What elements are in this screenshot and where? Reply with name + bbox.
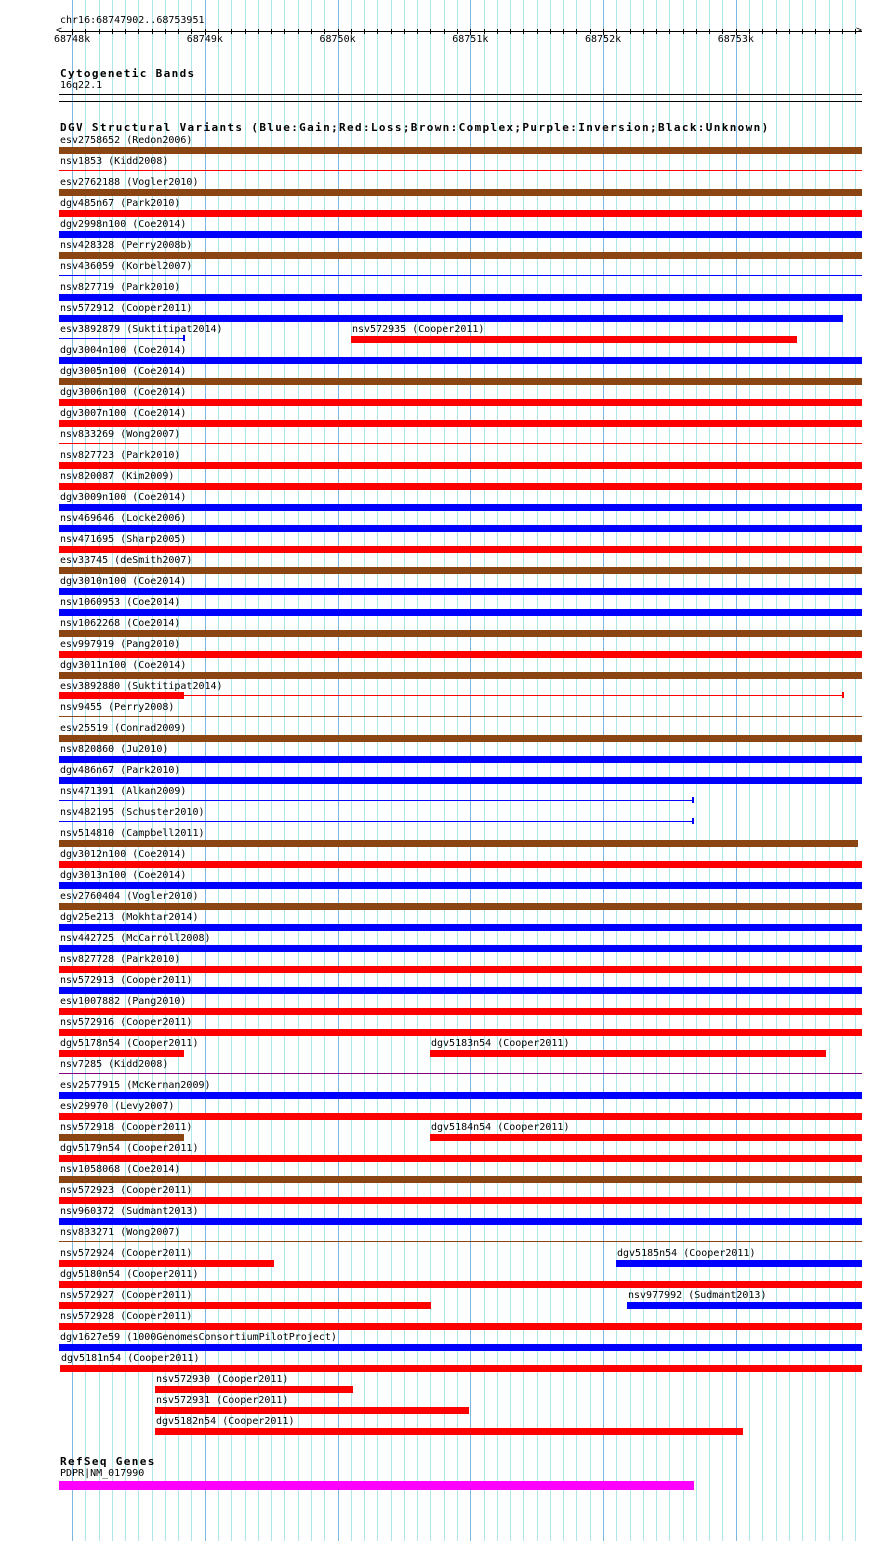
variant-label[interactable]: dgv486n67 (Park2010) (60, 765, 181, 776)
ruler-tick (178, 29, 179, 34)
ruler-tick (563, 29, 564, 34)
ruler-tick (231, 29, 232, 34)
variant-bar[interactable] (59, 546, 862, 553)
variant-label[interactable]: nsv1853 (Kidd2008) (60, 156, 169, 167)
variant-label[interactable]: dgv3009n100 (Coe2014) (60, 492, 187, 503)
variant-bar[interactable] (155, 1428, 743, 1435)
variant-label[interactable]: nsv820087 (Kim2009) (60, 471, 175, 482)
variant-line[interactable] (59, 1073, 862, 1074)
variant-bar[interactable] (59, 504, 862, 511)
ruler-arrow-right-icon: > (856, 25, 863, 36)
variant-label[interactable]: esv2762188 (Vogler2010) (60, 177, 199, 188)
variant-bar[interactable] (59, 1008, 862, 1015)
variant-label[interactable]: dgv3007n100 (Coe2014) (60, 408, 187, 419)
variant-bar[interactable] (59, 378, 862, 385)
ruler-tick (430, 29, 431, 34)
ruler-tick (696, 29, 697, 34)
variant-label[interactable]: nsv7285 (Kidd2008) (60, 1059, 169, 1070)
ruler-tick (165, 29, 166, 34)
variant-label[interactable]: nsv572913 (Cooper2011) (60, 975, 193, 986)
variant-label[interactable]: nsv471695 (Sharp2005) (60, 534, 187, 545)
ruler-tick-label: 68753k (717, 34, 754, 45)
location-label: chr16:68747902..68753951 (60, 15, 205, 26)
variant-end-tick (692, 818, 694, 824)
variant-bar[interactable] (60, 1365, 862, 1372)
variant-label[interactable]: nsv820860 (Ju2010) (60, 744, 169, 755)
ruler-tick-label: 68752k (585, 34, 622, 45)
variant-label[interactable]: dgv5178n54 (Cooper2011) (60, 1038, 199, 1049)
variant-label[interactable]: dgv25e213 (Mokhtar2014) (60, 912, 199, 923)
ruler-tick (298, 29, 299, 34)
variant-bar[interactable] (59, 630, 862, 637)
variant-bar[interactable] (430, 1134, 862, 1141)
variant-label[interactable]: nsv436059 (Korbel2007) (60, 261, 193, 272)
ruler-tick (444, 29, 445, 34)
ruler-tick (258, 29, 259, 34)
variant-bar[interactable] (59, 735, 862, 742)
ruler-tick (245, 29, 246, 34)
variant-label[interactable]: dgv5185n54 (Cooper2011) (617, 1248, 756, 1259)
variant-label[interactable]: dgv3012n100 (Coe2014) (60, 849, 187, 860)
ruler-tick (683, 29, 684, 34)
ruler-tick (669, 29, 670, 34)
variant-bar[interactable] (59, 420, 862, 427)
ruler-tick (709, 29, 710, 34)
variant-label[interactable]: nsv827723 (Park2010) (60, 450, 181, 461)
variant-label[interactable]: esv29970 (Levy2007) (60, 1101, 175, 1112)
variant-label[interactable]: dgv5183n54 (Cooper2011) (431, 1038, 570, 1049)
ruler-tick (802, 29, 803, 34)
variant-label[interactable]: esv2760404 (Vogler2010) (60, 891, 199, 902)
variant-line[interactable] (59, 170, 862, 171)
variant-line[interactable] (59, 800, 693, 801)
variant-bar[interactable] (59, 966, 862, 973)
variant-label[interactable]: dgv5182n54 (Cooper2011) (156, 1416, 295, 1427)
ruler-tick (311, 29, 312, 34)
variant-label[interactable]: nsv428328 (Perry2008b) (60, 240, 193, 251)
ruler-tick (510, 29, 511, 34)
variant-bar[interactable] (59, 672, 862, 679)
variant-bar[interactable] (59, 1218, 862, 1225)
ruler-tick (404, 29, 405, 34)
variant-line[interactable] (59, 1241, 862, 1242)
variant-bar[interactable] (59, 1302, 431, 1309)
variant-bar[interactable] (59, 861, 862, 868)
ruler-tick (523, 29, 524, 34)
variant-bar[interactable] (59, 588, 862, 595)
variant-label[interactable]: nsv572927 (Cooper2011) (60, 1290, 193, 1301)
variant-label[interactable]: nsv9455 (Perry2008) (60, 702, 175, 713)
variant-label[interactable]: dgv5184n54 (Cooper2011) (431, 1122, 570, 1133)
ruler-tick (643, 29, 644, 34)
ruler-tick (776, 29, 777, 34)
ruler-tick-label: 68749k (186, 34, 223, 45)
ruler-tick (125, 29, 126, 34)
variant-label[interactable]: nsv572935 (Cooper2011) (352, 324, 485, 335)
ruler-tick-label: 68751k (452, 34, 489, 45)
variant-bar[interactable] (59, 903, 862, 910)
variant-label[interactable]: nsv482195 (Schuster2010) (60, 807, 205, 818)
variant-bar[interactable] (59, 567, 862, 574)
variant-label[interactable]: esv1007882 (Pang2010) (60, 996, 187, 1007)
variant-label[interactable]: nsv833269 (Wong2007) (60, 429, 181, 440)
variant-label[interactable]: nsv827728 (Park2010) (60, 954, 181, 965)
variant-line[interactable] (59, 443, 862, 444)
ruler-tick (284, 29, 285, 34)
ruler-tick (829, 29, 830, 34)
variant-label[interactable]: dgv3011n100 (Coe2014) (60, 660, 187, 671)
variant-bar[interactable] (59, 1176, 862, 1183)
variant-label[interactable]: nsv572912 (Cooper2011) (60, 303, 193, 314)
variant-bar[interactable] (59, 399, 862, 406)
variant-label[interactable]: esv2577915 (McKernan2009) (60, 1080, 211, 1091)
variant-label[interactable]: dgv5179n54 (Cooper2011) (60, 1143, 199, 1154)
ruler-tick (576, 29, 577, 34)
cytoband-line-top (59, 94, 862, 95)
variant-label[interactable]: nsv572930 (Cooper2011) (156, 1374, 289, 1385)
variant-label[interactable]: esv3892879 (Suktitipat2014) (60, 324, 223, 335)
variant-label[interactable]: dgv3010n100 (Coe2014) (60, 576, 187, 587)
variant-bar[interactable] (59, 1281, 862, 1288)
variant-bar[interactable] (59, 294, 862, 301)
variant-label[interactable]: nsv572928 (Cooper2011) (60, 1311, 193, 1322)
variant-bar[interactable] (59, 1260, 274, 1267)
variant-bar[interactable] (59, 840, 858, 847)
variant-bar[interactable] (59, 987, 862, 994)
ruler-tick (377, 29, 378, 34)
gene-bar[interactable] (59, 1481, 694, 1490)
variant-label[interactable]: nsv1062268 (Coe2014) (60, 618, 181, 629)
variant-label[interactable]: nsv442725 (McCarroll2008) (60, 933, 211, 944)
variant-label[interactable]: dgv3013n100 (Coe2014) (60, 870, 187, 881)
variant-label[interactable]: nsv514810 (Campbell2011) (60, 828, 205, 839)
ruler-tick (656, 29, 657, 34)
variant-label[interactable]: esv33745 (deSmith2007) (60, 555, 193, 566)
variant-label[interactable]: dgv5181n54 (Cooper2011) (61, 1353, 200, 1364)
variant-end-tick (692, 797, 694, 803)
variant-label[interactable]: dgv485n67 (Park2010) (60, 198, 181, 209)
variant-bar[interactable] (59, 252, 862, 259)
variant-label[interactable]: dgv3005n100 (Coe2014) (60, 366, 187, 377)
variant-bar[interactable] (59, 756, 862, 763)
variant-bar[interactable] (59, 462, 862, 469)
variant-bar[interactable] (616, 1260, 862, 1267)
variant-bar[interactable] (59, 609, 862, 616)
variant-label[interactable]: esv997919 (Pang2010) (60, 639, 181, 650)
variant-label[interactable]: nsv960372 (Sudmant2013) (60, 1206, 199, 1217)
ruler-tick (152, 29, 153, 34)
ruler-axis (59, 31, 862, 32)
variant-label[interactable]: nsv833271 (Wong2007) (60, 1227, 181, 1238)
variant-bar[interactable] (59, 1344, 862, 1351)
variant-bar[interactable] (59, 1134, 184, 1141)
variant-bar[interactable] (59, 1029, 862, 1036)
variant-label[interactable]: dgv3004n100 (Coe2014) (60, 345, 187, 356)
variant-bar[interactable] (59, 1155, 862, 1162)
ruler-tick (537, 29, 538, 34)
ruler-tick (138, 29, 139, 34)
ruler-tick (112, 29, 113, 34)
variant-bar[interactable] (59, 945, 862, 952)
variant-bar[interactable] (59, 1050, 184, 1057)
ruler-tick (99, 29, 100, 34)
variant-line[interactable] (59, 275, 862, 276)
variant-label[interactable]: esv25519 (Conrad2009) (60, 723, 187, 734)
ruler-tick-label: 68748k (54, 34, 91, 45)
dgv-track-title: DGV Structural Variants (Blue:Gain;Red:Loss;Brown:Complex;Purple:Inversion;Black:Unknown) (60, 121, 770, 134)
ruler-tick (630, 29, 631, 34)
ruler-tick (364, 29, 365, 34)
variant-label[interactable]: dgv1627e59 (1000GenomesConsortiumPilotProject) (60, 1332, 337, 1343)
variant-bar[interactable] (59, 210, 862, 217)
variant-label[interactable]: nsv572931 (Cooper2011) (156, 1395, 289, 1406)
variant-bar[interactable] (59, 1323, 862, 1330)
variant-bar[interactable] (627, 1302, 862, 1309)
ruler-tick (391, 29, 392, 34)
variant-bar[interactable] (59, 189, 862, 196)
variant-bar[interactable] (59, 1197, 862, 1204)
variant-bar[interactable] (155, 1407, 469, 1414)
variant-label[interactable]: nsv1060953 (Coe2014) (60, 597, 181, 608)
variant-label[interactable]: nsv572918 (Cooper2011) (60, 1122, 193, 1133)
variant-line[interactable] (59, 716, 862, 717)
ruler-tick (842, 29, 843, 34)
variant-bar[interactable] (59, 1092, 862, 1099)
variant-bar[interactable] (59, 525, 862, 532)
cytoband-line-bottom (59, 101, 862, 102)
variant-label[interactable]: dgv3006n100 (Coe2014) (60, 387, 187, 398)
ruler-tick (815, 29, 816, 34)
variant-bar[interactable] (155, 1386, 353, 1393)
variant-bar[interactable] (430, 1050, 826, 1057)
variant-label[interactable]: nsv1058068 (Coe2014) (60, 1164, 181, 1175)
variant-label[interactable]: nsv572923 (Cooper2011) (60, 1185, 193, 1196)
variant-bar[interactable] (59, 651, 862, 658)
variant-label[interactable]: esv3892880 (Suktitipat2014) (60, 681, 223, 692)
variant-label[interactable]: dgv5180n54 (Cooper2011) (60, 1269, 199, 1280)
variant-label[interactable]: nsv827719 (Park2010) (60, 282, 181, 293)
cytoband-label[interactable]: 16q22.1 (60, 80, 103, 91)
variant-line[interactable] (59, 821, 693, 822)
variant-bar[interactable] (351, 336, 797, 343)
ruler-arrow-left-icon: < (56, 25, 63, 36)
variant-bar[interactable] (59, 231, 862, 238)
variant-bar[interactable] (59, 924, 862, 931)
ruler-tick (762, 29, 763, 34)
variant-bar[interactable] (59, 483, 862, 490)
ruler-tick (271, 29, 272, 34)
variant-label[interactable]: nsv572924 (Cooper2011) (60, 1248, 193, 1259)
variant-bar[interactable] (59, 147, 862, 154)
ruler-tick (550, 29, 551, 34)
variant-bar[interactable] (59, 357, 862, 364)
variant-line[interactable] (59, 338, 184, 339)
ruler-tick (789, 29, 790, 34)
refseq-track-title: RefSeq Genes (60, 1455, 156, 1468)
variant-end-tick (183, 335, 185, 341)
variant-bar[interactable] (59, 1113, 862, 1120)
variant-label[interactable]: esv2758652 (Redon2006) (60, 135, 193, 146)
ruler-tick (497, 29, 498, 34)
gene-label[interactable]: PDPR|NM_017990 (60, 1468, 145, 1479)
variant-bar[interactable] (59, 882, 862, 889)
variant-label[interactable]: nsv572916 (Cooper2011) (60, 1017, 193, 1028)
variant-end-tick (842, 692, 844, 698)
variant-bar[interactable] (59, 692, 184, 699)
variant-label[interactable]: dgv2998n100 (Coe2014) (60, 219, 187, 230)
variant-bar[interactable] (59, 315, 843, 322)
variant-bar[interactable] (59, 777, 862, 784)
ruler-tick (855, 29, 856, 34)
variant-label[interactable]: nsv471391 (Alkan2009) (60, 786, 187, 797)
ruler-tick (417, 29, 418, 34)
variant-label[interactable]: nsv469646 (Locke2006) (60, 513, 187, 524)
ruler-tick-label: 68750k (319, 34, 356, 45)
variant-label[interactable]: nsv977992 (Sudmant2013) (628, 1290, 767, 1301)
cytoband-track-title: Cytogenetic Bands (60, 67, 196, 80)
